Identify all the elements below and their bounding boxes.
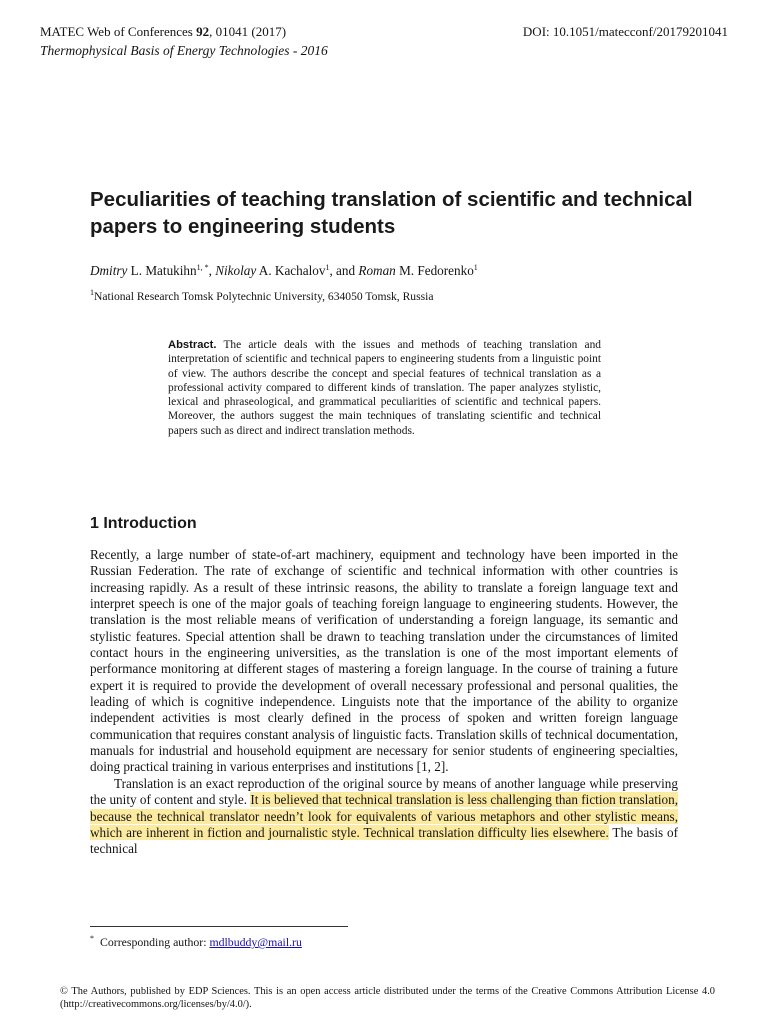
author-email-link[interactable]: mdlbuddy@mail.ru bbox=[209, 935, 302, 949]
affiliation-mark: 1 bbox=[90, 288, 94, 297]
affiliation bbox=[90, 290, 434, 304]
footnote-marker: * bbox=[90, 934, 94, 943]
author-first-name: Dmitry bbox=[90, 263, 128, 278]
paper-title: Peculiarities of teaching translation of scientific and technical papers to engineering students bbox=[90, 188, 693, 238]
author-surname: M. Fedorenko bbox=[395, 263, 474, 278]
abstract-text: The article deals with the issues and methods of teaching translation and interpretation of scientific and technical papers to engineering students from a linguistic point of view. The authors describe the concept and special features of technical translation as a professional activity compared to different kinds of translation. The paper analyzes stylistic, lexical and phraseological, and grammatical peculiarities of scientific and technical papers. Moreover, the authors suggest the main techniques of translating scientific and technical papers such as direct and indirect translation methods. bbox=[168, 339, 601, 437]
journal-prefix: MATEC Web of Conferences bbox=[40, 24, 197, 39]
abstract bbox=[168, 338, 601, 438]
author-list bbox=[90, 262, 478, 280]
license-notice: © The Authors, published by EDP Sciences. This is an open access article distributed under the terms of the Creative Commons Attribution License 4.0 (http://creativecommons.org/licenses/by/4.0/). bbox=[60, 986, 715, 1010]
author-surname: A. Kachalov bbox=[256, 263, 326, 278]
body-text bbox=[90, 547, 678, 858]
affiliation-text: National Research Tomsk Polytechnic University, 634050 Tomsk, Russia bbox=[94, 290, 434, 303]
paragraph bbox=[90, 776, 678, 858]
paragraph-text: Translation is an exact reproduction of the original source by means of another language while preserving the unity of content and style. bbox=[90, 775, 678, 808]
footnote-divider bbox=[90, 926, 348, 927]
author bbox=[215, 263, 358, 278]
paragraph: Recently, a large number of state-of-art machinery, equipment and technology have been imported in the Russian Federation. The rate of exchange of scientific and technical information with other countries is increasing rapidly. As a result of these intrinsic reasons, the ability to translate a foreign language text and interpret speech is one of the major goals of teaching foreign language to engineering students. However, the translation is the most reliable means of verification of understanding a foreign language, its semantic and stylistic features. Special attention shall be drawn to teaching translation under the circumstances of limited contact hours in the engineering universities, as the translation is one of the most important elements of performance monitoring at different stages of mastering a foreign language. In the course of training a future expert it is required to provide the development of overall necessary professional and personal qualities, the leading of which is cognitive independence. Linguists note that the importance of the ability to organize independent activities is most clearly defined in the process of spoken and written foreign language communication that requires constant analysis of linguistic facts. Translation skills of technical documentation, manuals for industrial and household equipment are necessary for senior students of engineering specialties, doing practical training in various enterprises and institutions [1, 2]. bbox=[90, 547, 678, 775]
author-affiliation-mark: 1 bbox=[325, 263, 330, 272]
author-affiliation-mark: 1, * bbox=[196, 263, 209, 272]
footnote bbox=[90, 935, 302, 949]
conference-name: Thermophysical Basis of Energy Technologies - 2016 bbox=[40, 43, 328, 58]
doi: DOI: 10.1051/matecconf/20179201041 bbox=[522, 24, 728, 39]
section-heading: 1 Introduction bbox=[90, 515, 197, 532]
abstract-label: Abstract. bbox=[168, 339, 217, 351]
author-separator: , bbox=[208, 263, 216, 278]
author-separator: , and bbox=[329, 263, 359, 278]
author bbox=[358, 263, 477, 278]
author-first-name: Nikolay bbox=[215, 263, 257, 278]
highlighted-text: It is believed that technical translation is less challenging than fiction translation, because the technical translator needn’t look for equivalents of various metaphors and other stylistic means, which are inherent in fiction and journalistic style. Technical translation difficulty lies elsewhere. bbox=[90, 792, 679, 840]
article-number: , 01041 (2017) bbox=[209, 24, 287, 39]
author-surname: L. Matukihn bbox=[127, 263, 197, 278]
author bbox=[90, 263, 215, 278]
journal-volume: 92 bbox=[196, 24, 210, 39]
footnote-label: Corresponding author: bbox=[100, 935, 210, 949]
author-affiliation-mark: 1 bbox=[473, 263, 478, 272]
journal-citation bbox=[40, 24, 286, 40]
paragraph-text: The basis of technical bbox=[90, 824, 678, 857]
author-first-name: Roman bbox=[358, 263, 396, 278]
